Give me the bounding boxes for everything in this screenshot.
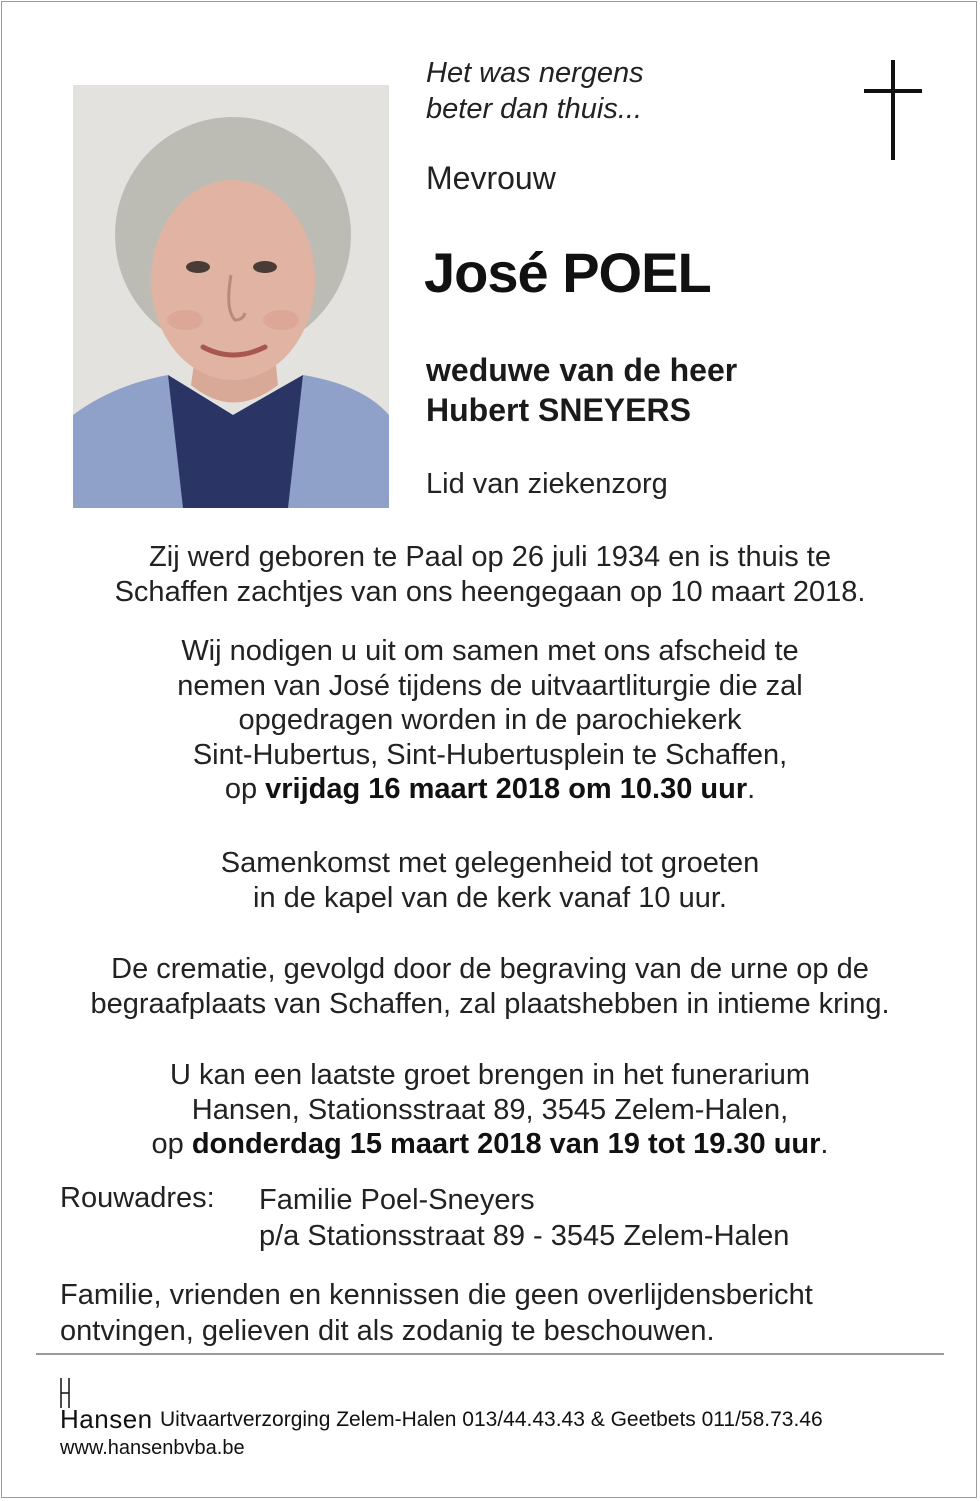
logo-wordmark: Hansen bbox=[60, 1404, 153, 1434]
widow-of bbox=[426, 350, 737, 430]
funeral-home-info: Uitvaartverzorging Zelem-Halen 013/44.43.43 & Geetbets 011/58.73.46 bbox=[160, 1408, 823, 1431]
text-line: Samenkomst met gelegenheid tot groeten bbox=[220, 847, 760, 879]
text-line: Hansen, Stationsstraat 89, 3545 Zelem-Halen, bbox=[191, 1093, 789, 1126]
text-span: . bbox=[820, 1128, 829, 1160]
address-label: Rouwadres: bbox=[60, 1182, 215, 1214]
birth-paragraph bbox=[40, 540, 940, 609]
viewing-paragraph bbox=[40, 1058, 940, 1162]
text-line: begraafplaats van Schaffen, zal plaatshebben in intieme kring. bbox=[90, 987, 890, 1020]
text-line bbox=[40, 1127, 940, 1162]
text-line bbox=[40, 772, 940, 807]
widow-line: weduwe van de heer bbox=[426, 352, 738, 388]
text-line: nemen van José tijdens de uitvaartliturgie die zal bbox=[177, 669, 803, 702]
text-line: De crematie, gevolgd door de begraving van de urne op de bbox=[111, 953, 869, 985]
closing-note bbox=[60, 1277, 813, 1349]
gathering-paragraph bbox=[40, 846, 940, 915]
text-line: Sint-Hubertus, Sint-Hubertusplein te Schaffen, bbox=[192, 738, 788, 771]
deceased-name: José POEL bbox=[424, 241, 711, 304]
text-line: U kan een laatste groet brengen in het funerarium bbox=[169, 1059, 810, 1091]
portrait-photo bbox=[73, 85, 389, 508]
text-line: Wij nodigen u uit om samen met ons afscheid te bbox=[181, 635, 799, 667]
text-line: Schaffen zachtjes van ons heengegaan op 10 maart 2018. bbox=[114, 575, 866, 608]
text-line: in de kapel van de kerk vanaf 10 uur. bbox=[253, 881, 727, 914]
funeral-paragraph bbox=[40, 634, 940, 807]
viewing-date: donderdag 15 maart 2018 van 19 tot 19.30 uur bbox=[191, 1128, 821, 1160]
funeral-date: vrijdag 16 maart 2018 om 10.30 uur bbox=[265, 773, 748, 805]
address-line: Familie Poel-Sneyers bbox=[259, 1184, 535, 1216]
motto-line: Het was nergens bbox=[426, 57, 644, 89]
website-link[interactable]: www.hansenbvba.be bbox=[60, 1437, 245, 1459]
cross-icon bbox=[864, 60, 922, 160]
salutation: Mevrouw bbox=[426, 160, 556, 196]
text-span: op bbox=[151, 1128, 192, 1160]
motto bbox=[426, 55, 644, 127]
text-line: opgedragen worden in de parochiekerk bbox=[238, 704, 742, 736]
divider bbox=[36, 1353, 944, 1355]
spouse-name: Hubert SNEYERS bbox=[426, 392, 691, 428]
text-line: Zij werd geboren te Paal op 26 juli 1934 en is thuis te bbox=[149, 541, 831, 573]
text-line: Familie, vrienden en kennissen die geen overlijdensbericht bbox=[60, 1279, 813, 1311]
motto-line: beter dan thuis... bbox=[426, 93, 643, 125]
membership: Lid van ziekenzorg bbox=[426, 468, 668, 500]
address-line: p/a Stationsstraat 89 - 3545 Zelem-Halen bbox=[259, 1220, 790, 1252]
text-span: op bbox=[224, 773, 266, 805]
cremation-paragraph bbox=[40, 952, 940, 1021]
mourning-address bbox=[259, 1182, 789, 1254]
text-line: ontvingen, gelieven dit als zodanig te beschouwen. bbox=[60, 1315, 715, 1347]
text-span: . bbox=[747, 773, 756, 805]
